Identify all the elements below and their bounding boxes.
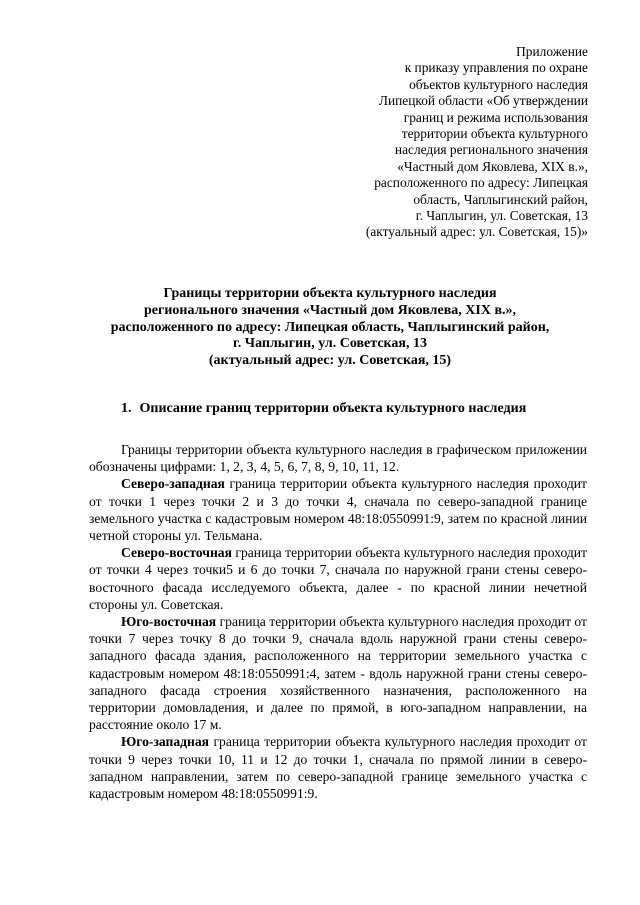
paragraph-intro <box>89 441 587 475</box>
title-line: Границы территории объекта культурного наследия <box>163 286 497 301</box>
paragraph-northwest <box>89 475 587 544</box>
appendix-line: (актуальный адрес: ул. Советская, 15)» <box>365 224 588 240</box>
appendix-line: г. Чаплыгин, ул. Советская, 13 <box>415 208 588 224</box>
document-body <box>89 441 587 802</box>
appendix-line: Липецкой области «Об утверждении <box>378 93 588 109</box>
title-line: г. Чаплыгин, ул. Советская, 13 <box>233 336 427 352</box>
paragraph-text: граница территории объекта культурного наследия проходит от точки 1 через точки 2 и 3 до точки 4, сначала по северо-западной границе земельного участка с кадастровым номером 48:18:0550991:9, затем по красной линии четной стороны ул. Тельмана. <box>89 476 587 544</box>
paragraph-text: Границы территории объекта культурного наследия в графическом приложении обозначены цифрами: 1, 2, 3, 4, 5, 6, 7, 8, 9, 10, 11, 12. <box>89 442 587 475</box>
paragraph-southeast <box>89 613 587 733</box>
paragraph-northeast <box>89 544 587 613</box>
paragraph-lead: Юго-западная <box>121 734 210 750</box>
appendix-line: «Частный дом Яковлева, XIX в.», <box>397 158 588 174</box>
paragraph-text: граница территории объекта культурного наследия проходит от точки 7 через точку 8 до точки 9, сначала вдоль наружной грани стены северо-западного фасада здания, расположенного на территории земельного участка с кадастровым номером 48:18:0550991:4, затем - вдоль наружной грани стены северо-западного фасада строения хозяйственного назначения, расположенного на территории домовладения, и далее по прямой, в юго-западном направлении, на расстояние около 17 м. <box>89 614 587 733</box>
appendix-line: объектов культурного наследия <box>409 76 588 92</box>
paragraph-lead: Северо-западная <box>121 476 225 492</box>
title-line: регионального значения «Частный дом Яковлева, XIX в.», <box>143 302 517 318</box>
title-line: расположенного по адресу: Липецкая область, Чаплыгинский район, <box>110 319 550 335</box>
section-heading-text: Описание границ территории объекта культурного наследия <box>139 401 527 416</box>
paragraph-lead: Северо-восточная <box>121 545 232 561</box>
appendix-line: Приложение <box>516 44 588 59</box>
paragraph-southwest <box>89 733 587 802</box>
appendix-line: границ и режима использования <box>403 109 588 125</box>
appendix-line: наследия регионального значения <box>394 142 588 158</box>
paragraph-text: граница территории объекта культурного наследия проходит от точки 4 через точки5 и 6 до точки 7, сначала по наружной грани стены северо-восточного фасада исследуемого объекта, далее - по красной линии нечетной стороны ул. Советская. <box>89 545 587 612</box>
appendix-block <box>308 44 588 241</box>
appendix-line: расположенного по адресу: Липецкая <box>374 175 588 191</box>
paragraph-text: граница территории объекта культурного наследия проходит от точки 9 через точки 10, 11 и 12 до точки 1, сначала по прямой линии в северо-западном направлении, затем по северо-западной границе земельного участка с кадастровым номером 48:18:0550991:9. <box>89 734 587 802</box>
section-heading <box>121 401 526 417</box>
title-line: (актуальный адрес: ул. Советская, 15) <box>208 353 452 369</box>
section-number: 1. <box>121 401 132 416</box>
paragraph-lead: Юго-восточная <box>121 614 217 630</box>
appendix-line: область, Чаплыгинский район, <box>413 191 588 207</box>
document-title <box>60 286 600 370</box>
appendix-line: территории объекта культурного <box>401 126 588 142</box>
appendix-line: к приказу управления по охране <box>404 60 588 76</box>
